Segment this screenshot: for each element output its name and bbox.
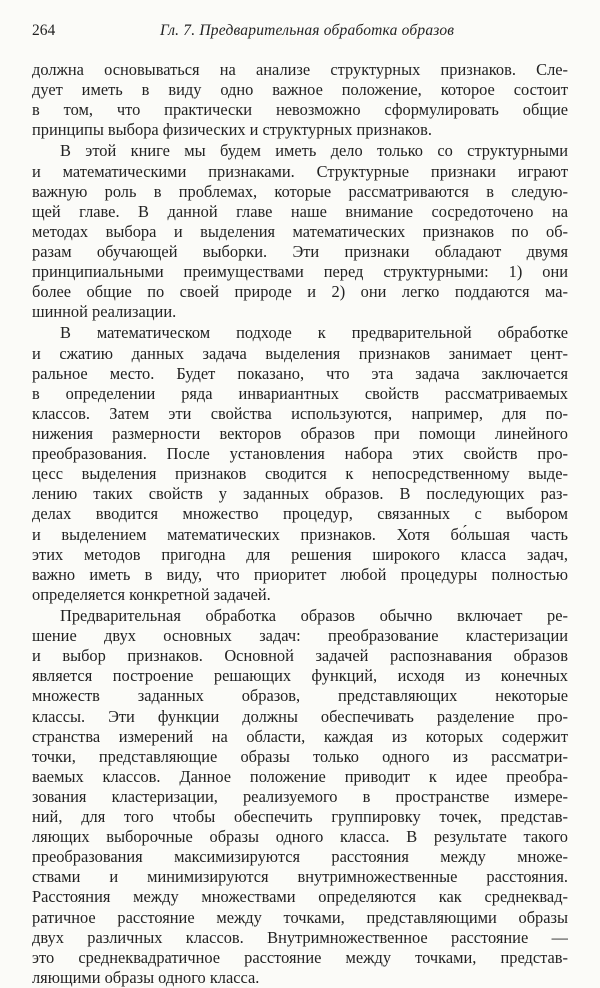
text-line: множеств заданных образов, представляющих некоторые — [32, 686, 568, 706]
text-line: методах выбора и выделения математических признаков по об- — [32, 221, 568, 241]
text-line: и математическими признаками. Структурные признаки играют — [32, 161, 568, 181]
paragraph — [32, 60, 568, 140]
text-line: ральное место. Будет показано, что эта задача заключается — [32, 363, 568, 383]
chapter-title: Гл. 7. Предварительная обработка образов — [160, 22, 455, 39]
text-line: преобразования. После установления набора этих свойств про- — [32, 444, 568, 464]
paragraph — [32, 323, 568, 605]
text-line: двух различных классов. Внутримножественное расстояние — — [32, 927, 568, 947]
text-line: шение двух основных задач: преобразование кластеризации — [32, 626, 568, 646]
paragraph — [32, 606, 568, 988]
text-line: важную роль в проблемах, которые рассматриваются в следую- — [32, 181, 568, 201]
text-line: дует иметь в виду одно важное положение, которое состоит — [32, 80, 568, 100]
text-line: в определении ряда инвариантных свойств рассматриваемых — [32, 383, 568, 403]
text-line: ляющими образы одного класса. — [32, 967, 260, 987]
text-line: и выделением математических признаков. Хотя бо́льшая часть — [32, 524, 568, 544]
text-line: ваемых классов. Данное положение приводит к идее преобра- — [32, 766, 568, 786]
text-line: цесс выделения признаков сводится к непосредственному выде- — [32, 464, 568, 484]
text-line: преобразования максимизируются расстояния между множе- — [32, 847, 568, 867]
text-line: лению таких свойств у заданных образов. В последующих раз- — [32, 484, 568, 504]
text-line: это среднеквадратичное расстояние между точками, представ- — [32, 947, 568, 967]
text-line: ратичное расстояние между точками, представляющими образы — [32, 907, 568, 927]
text-line: шинной реализации. — [32, 302, 177, 322]
text-line: принципы выбора физических и структурных признаков. — [32, 120, 432, 140]
text-line: должна основываться на анализе структурных признаков. Сле- — [32, 60, 568, 79]
page-number: 264 — [32, 22, 56, 39]
text-line: более общие по своей природе и 2) они легко поддаются ма- — [32, 282, 568, 302]
text-line: в том, что практически невозможно сформулировать общие — [32, 100, 568, 120]
text-line: В математическом подходе к предварительной обработке — [60, 323, 568, 343]
text-line: является построение решающих функций, исходя из конечных — [32, 666, 568, 686]
text-line: классы. Эти функции должны обеспечивать разделение про- — [32, 706, 568, 726]
text-line: точки, представляющие образы только одного из рассматри- — [32, 746, 568, 766]
text-line: определяется конкретной задачей. — [32, 584, 271, 604]
body-text — [32, 60, 568, 988]
text-line: Предварительная обработка образов обычно включает ре- — [60, 605, 568, 625]
text-line: разам обучающей выборки. Эти признаки обладают двумя — [32, 241, 568, 261]
text-line: и сжатию данных задача выделения признаков занимает цент- — [32, 343, 568, 363]
text-line: нижения размерности векторов образов при помощи линейного — [32, 423, 568, 443]
text-line: ляющих выборочные образы одного класса. В результате такого — [32, 827, 568, 847]
text-line: ний, для того чтобы обеспечить группировку точек, представ- — [32, 807, 568, 827]
text-line: важно иметь в виду, что приоритет любой процедуры полностью — [32, 564, 568, 584]
text-line: этих методов пригодна для решения широкого класса задач, — [32, 544, 568, 564]
paragraph — [32, 141, 568, 322]
text-line: Расстояния между множествами определяются как среднеквад- — [32, 887, 568, 907]
text-line: зования кластеризации, реализуемого в пространстве измере- — [32, 786, 568, 806]
text-line: щей главе. В данной главе наше внимание сосредоточено на — [32, 201, 568, 221]
text-line: В этой книге мы будем иметь дело только со структурными — [60, 141, 568, 161]
running-head — [32, 22, 568, 44]
text-line: принципиальными преимуществами перед структурными: 1) они — [32, 262, 568, 282]
text-line: странства измерений на области, каждая из которых содержит — [32, 726, 568, 746]
text-line: ствами и минимизируются внутримножественные расстояния. — [32, 867, 568, 887]
text-line: классов. Затем эти свойства используются, например, для по- — [32, 403, 568, 423]
text-line: и выбор признаков. Основной задачей распознавания образов — [32, 646, 568, 666]
text-line: делах вводится множество процедур, связанных с выбором — [32, 504, 568, 524]
